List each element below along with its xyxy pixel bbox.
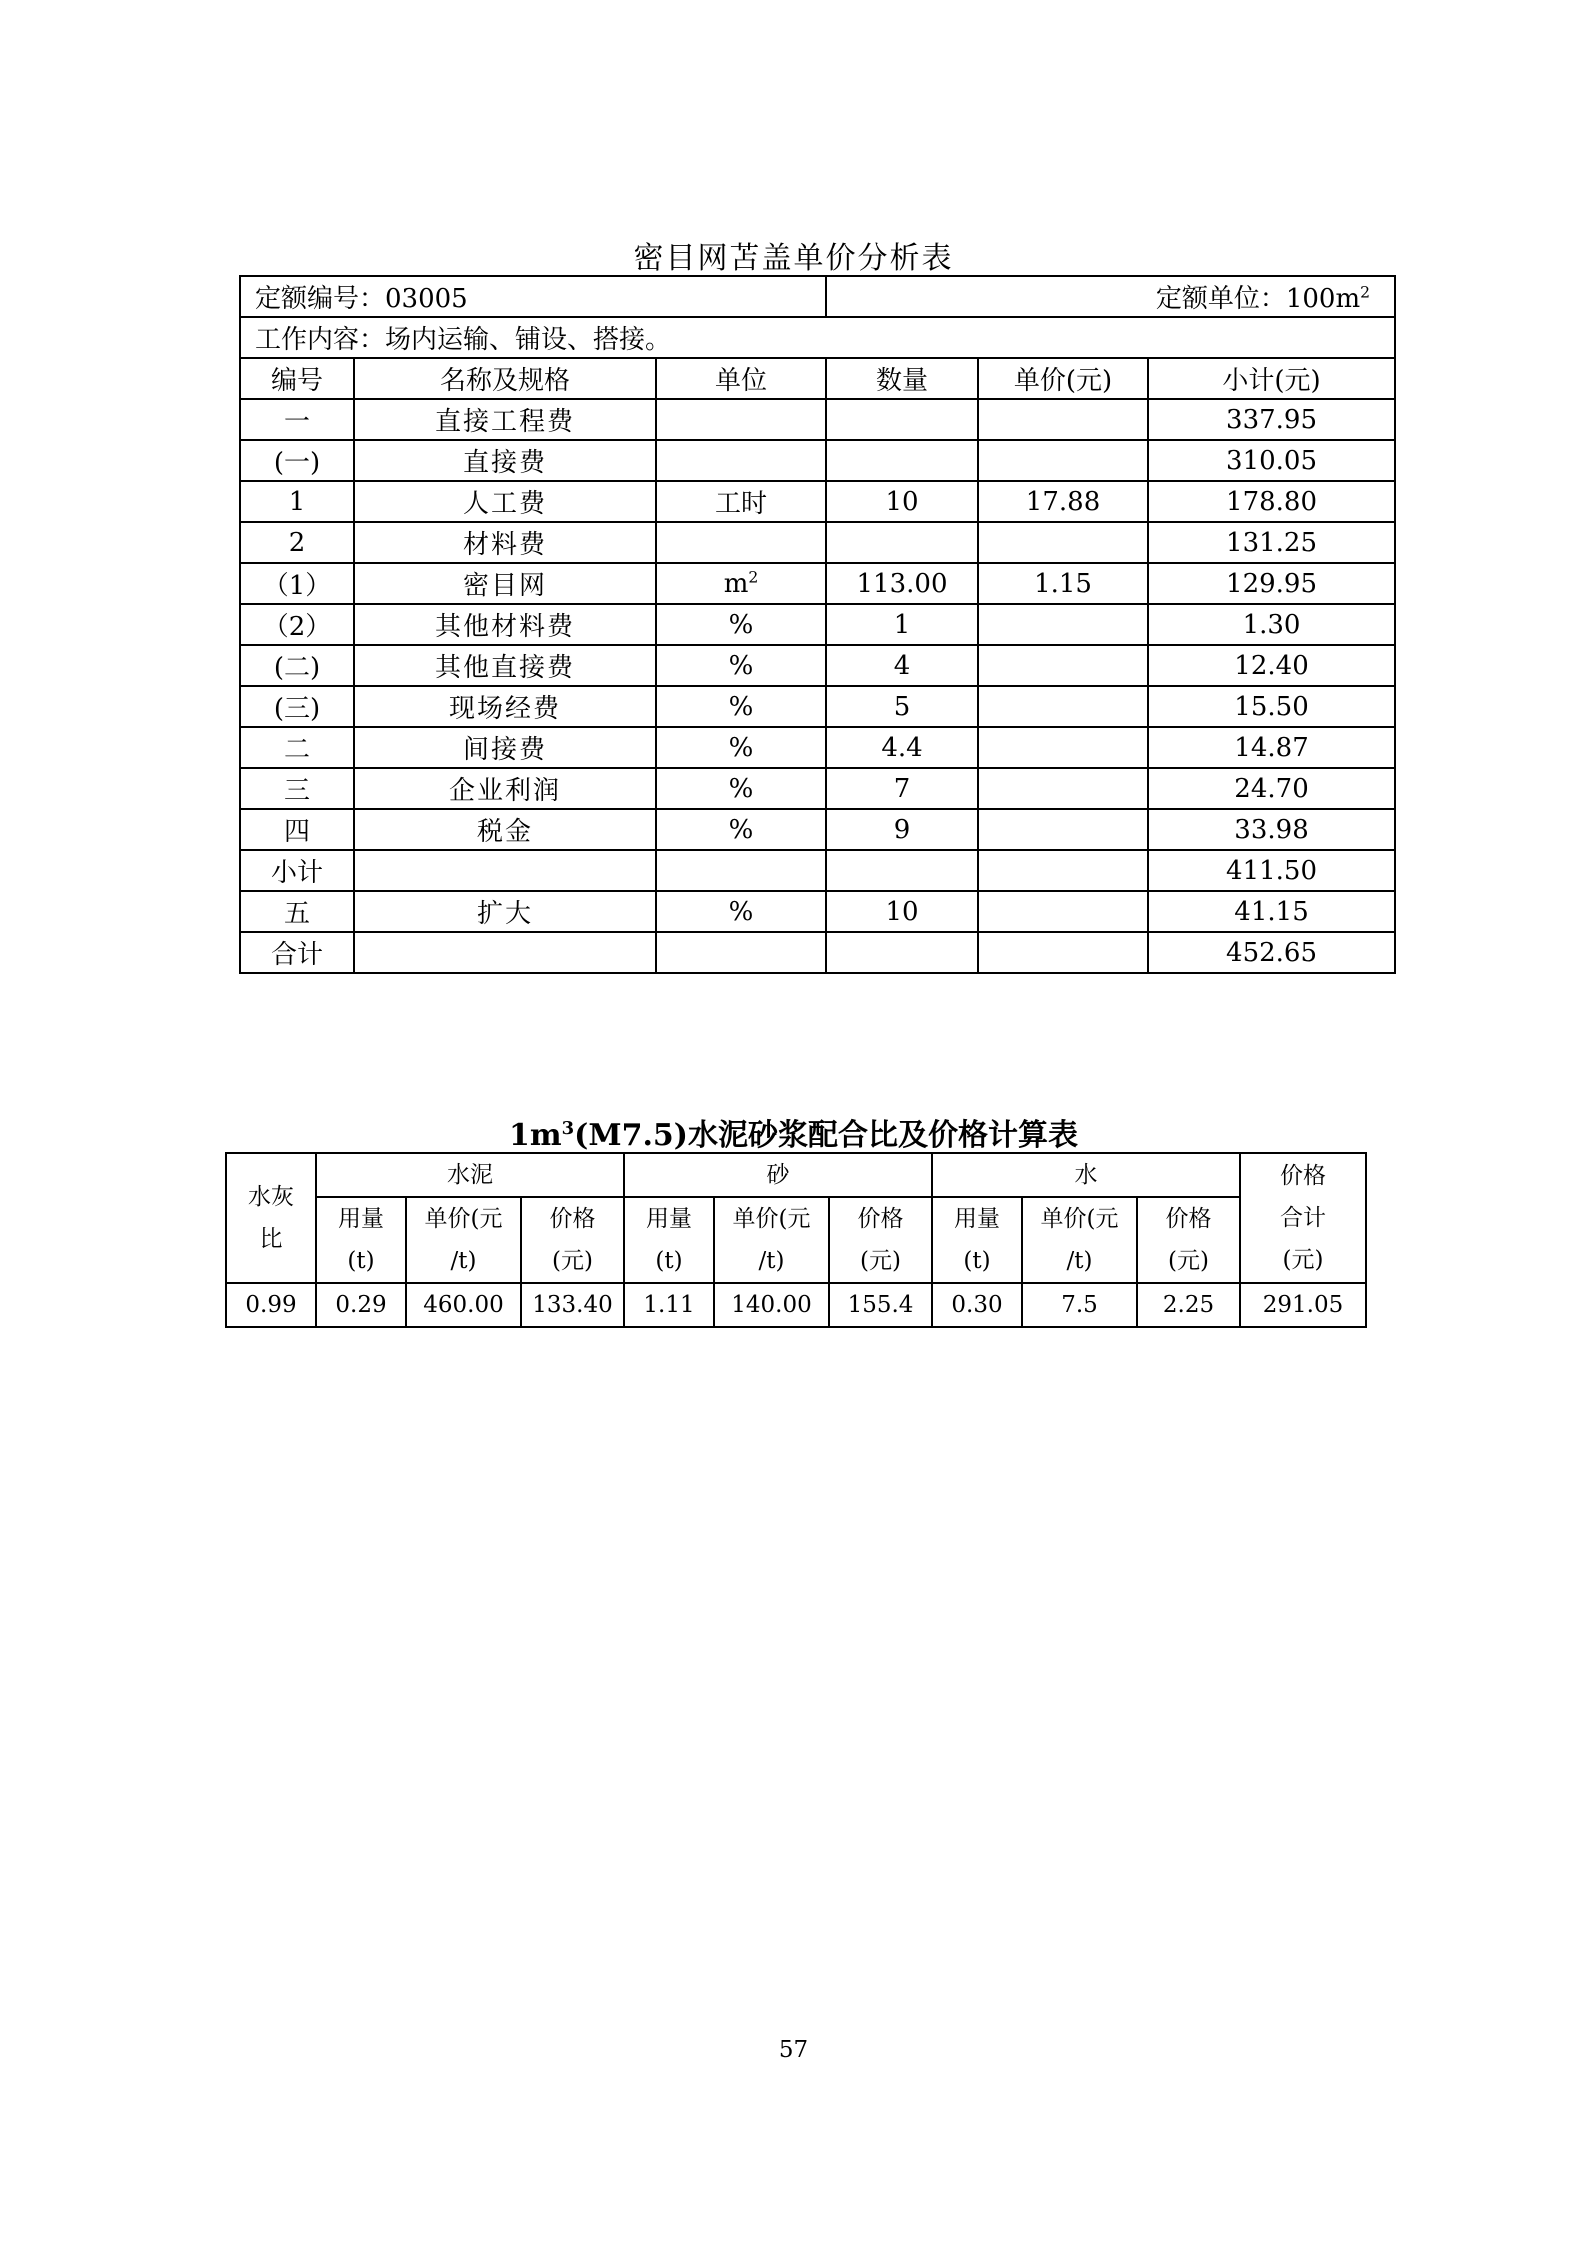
header-price: 单价(元): [978, 358, 1148, 399]
cell-qty: 7: [826, 768, 978, 809]
table-row: [240, 604, 1395, 645]
table2-title: $1m^3(M7.5)$水泥砂浆配合比及价格计算表: [509, 1118, 1078, 1153]
cell-no: 1: [240, 481, 354, 522]
cell-subtotal: 41.15: [1148, 891, 1395, 932]
cell-name: 直接费: [354, 440, 656, 481]
data-cell: 155.4: [829, 1283, 932, 1327]
table2-data-row: [226, 1283, 1366, 1327]
group-water: 水: [932, 1153, 1240, 1197]
quota-row: [240, 276, 1395, 317]
cell-no: (三): [240, 686, 354, 727]
cell-name: 人工费: [354, 481, 656, 522]
cell-no: 一: [240, 399, 354, 440]
cell-unit: $m^2$: [656, 563, 826, 604]
cell-price: [978, 645, 1148, 686]
cell-unit: 工时: [656, 481, 826, 522]
subheader-cell: 用量 (t): [316, 1197, 406, 1283]
cell-unit: %: [656, 768, 826, 809]
cell-qty: 113.00: [826, 563, 978, 604]
subheader-cell: 价格 (元): [1137, 1197, 1240, 1283]
subheader-cell: 单价(元 /t): [714, 1197, 829, 1283]
header-subtotal: 小计(元): [1148, 358, 1395, 399]
cell-price: [978, 850, 1148, 891]
data-cell: 460.00: [406, 1283, 521, 1327]
table-row: [240, 399, 1395, 440]
cell-price: [978, 686, 1148, 727]
table-row: [240, 563, 1395, 604]
header-name: 名称及规格: [354, 358, 656, 399]
total-price-header: 价格 合计 (元): [1240, 1153, 1366, 1283]
table-row: [240, 768, 1395, 809]
table-row: [240, 727, 1395, 768]
cell-unit: %: [656, 686, 826, 727]
table2-group-row: [226, 1153, 1366, 1197]
cell-qty: [826, 399, 978, 440]
cell-unit: %: [656, 891, 826, 932]
table2-subheader-row: [226, 1197, 1366, 1283]
header-qty: 数量: [826, 358, 978, 399]
cell-no: 五: [240, 891, 354, 932]
data-cell: 7.5: [1022, 1283, 1137, 1327]
cell-unit: [656, 850, 826, 891]
cell-subtotal: 131.25: [1148, 522, 1395, 563]
cell-qty: 4: [826, 645, 978, 686]
cell-no: 二: [240, 727, 354, 768]
unit-price-analysis-table: [239, 275, 1396, 974]
work-content: 工作内容：场内运输、铺设、搭接。: [240, 317, 1395, 358]
data-cell: 140.00: [714, 1283, 829, 1327]
cell-no: 三: [240, 768, 354, 809]
cell-no: 四: [240, 809, 354, 850]
table-row: [240, 850, 1395, 891]
cell-qty: 10: [826, 891, 978, 932]
data-cell: 291.05: [1240, 1283, 1366, 1327]
cell-price: [978, 522, 1148, 563]
cell-price: [978, 604, 1148, 645]
cell-subtotal: 14.87: [1148, 727, 1395, 768]
cell-name: 间接费: [354, 727, 656, 768]
cell-no: （2）: [240, 604, 354, 645]
cell-price: [978, 932, 1148, 973]
table1-header-row: [240, 358, 1395, 399]
cell-subtotal: 452.65: [1148, 932, 1395, 973]
subheader-cell: 价格 (元): [521, 1197, 624, 1283]
data-cell: 133.40: [521, 1283, 624, 1327]
table-row: [240, 891, 1395, 932]
cell-name: 密目网: [354, 563, 656, 604]
subheader-cell: 用量 (t): [624, 1197, 714, 1283]
cell-name: 其他直接费: [354, 645, 656, 686]
cell-no: 合计: [240, 932, 354, 973]
page-number: 57: [778, 2037, 809, 2063]
cell-no: (二): [240, 645, 354, 686]
table-row: [240, 440, 1395, 481]
subheader-cell: 用量 (t): [932, 1197, 1022, 1283]
cell-price: [978, 891, 1148, 932]
cell-unit: [656, 932, 826, 973]
cell-price: 17.88: [978, 481, 1148, 522]
cell-price: [978, 399, 1148, 440]
cell-unit: %: [656, 645, 826, 686]
cell-price: [978, 809, 1148, 850]
cell-no: （1）: [240, 563, 354, 604]
subheader-cell: 单价(元 /t): [406, 1197, 521, 1283]
cell-no: 2: [240, 522, 354, 563]
cell-unit: %: [656, 809, 826, 850]
quota-number: 定额编号：03005: [240, 276, 826, 317]
table-row: [240, 481, 1395, 522]
cell-unit: %: [656, 604, 826, 645]
table-row: [240, 645, 1395, 686]
group-sand: 砂: [624, 1153, 932, 1197]
table1-title: 密目网苫盖单价分析表: [633, 241, 954, 276]
cell-subtotal: 33.98: [1148, 809, 1395, 850]
data-cell: 2.25: [1137, 1283, 1240, 1327]
cell-name: 现场经费: [354, 686, 656, 727]
cell-subtotal: 178.80: [1148, 481, 1395, 522]
cell-subtotal: 15.50: [1148, 686, 1395, 727]
cell-price: [978, 727, 1148, 768]
table-row: [240, 932, 1395, 973]
cell-price: 1.15: [978, 563, 1148, 604]
cell-subtotal: 310.05: [1148, 440, 1395, 481]
cell-unit: [656, 440, 826, 481]
cell-unit: %: [656, 727, 826, 768]
cell-qty: 5: [826, 686, 978, 727]
ratio-header: 水灰 比: [226, 1153, 316, 1283]
cell-unit: [656, 522, 826, 563]
cell-qty: [826, 522, 978, 563]
subheader-cell: 单价(元 /t): [1022, 1197, 1137, 1283]
subheader-cell: 价格 (元): [829, 1197, 932, 1283]
cell-name: 扩大: [354, 891, 656, 932]
quota-unit: 定额单位：$100m^2$: [826, 276, 1395, 317]
cell-subtotal: 337.95: [1148, 399, 1395, 440]
cell-qty: [826, 850, 978, 891]
cell-no: 小计: [240, 850, 354, 891]
cell-subtotal: 129.95: [1148, 563, 1395, 604]
cell-price: [978, 768, 1148, 809]
cell-name: 直接工程费: [354, 399, 656, 440]
cell-qty: 4.4: [826, 727, 978, 768]
cell-name: [354, 850, 656, 891]
cell-name: 企业利润: [354, 768, 656, 809]
cell-subtotal: 12.40: [1148, 645, 1395, 686]
cell-name: 材料费: [354, 522, 656, 563]
cell-qty: [826, 932, 978, 973]
cell-qty: 10: [826, 481, 978, 522]
group-cement: 水泥: [316, 1153, 624, 1197]
mortar-mix-table: [225, 1152, 1367, 1328]
data-cell: 0.29: [316, 1283, 406, 1327]
cell-name: 税金: [354, 809, 656, 850]
table-row: [240, 522, 1395, 563]
table1-body: [240, 399, 1395, 973]
cell-name: [354, 932, 656, 973]
cell-subtotal: 1.30: [1148, 604, 1395, 645]
cell-qty: [826, 440, 978, 481]
data-cell: 0.30: [932, 1283, 1022, 1327]
table-row: [240, 809, 1395, 850]
data-cell: 1.11: [624, 1283, 714, 1327]
work-content-row: [240, 317, 1395, 358]
cell-name: 其他材料费: [354, 604, 656, 645]
data-cell: 0.99: [226, 1283, 316, 1327]
cell-unit: [656, 399, 826, 440]
cell-subtotal: 24.70: [1148, 768, 1395, 809]
table-row: [240, 686, 1395, 727]
cell-no: (一): [240, 440, 354, 481]
cell-price: [978, 440, 1148, 481]
cell-qty: 1: [826, 604, 978, 645]
header-unit: 单位: [656, 358, 826, 399]
cell-subtotal: 411.50: [1148, 850, 1395, 891]
cell-qty: 9: [826, 809, 978, 850]
header-no: 编号: [240, 358, 354, 399]
